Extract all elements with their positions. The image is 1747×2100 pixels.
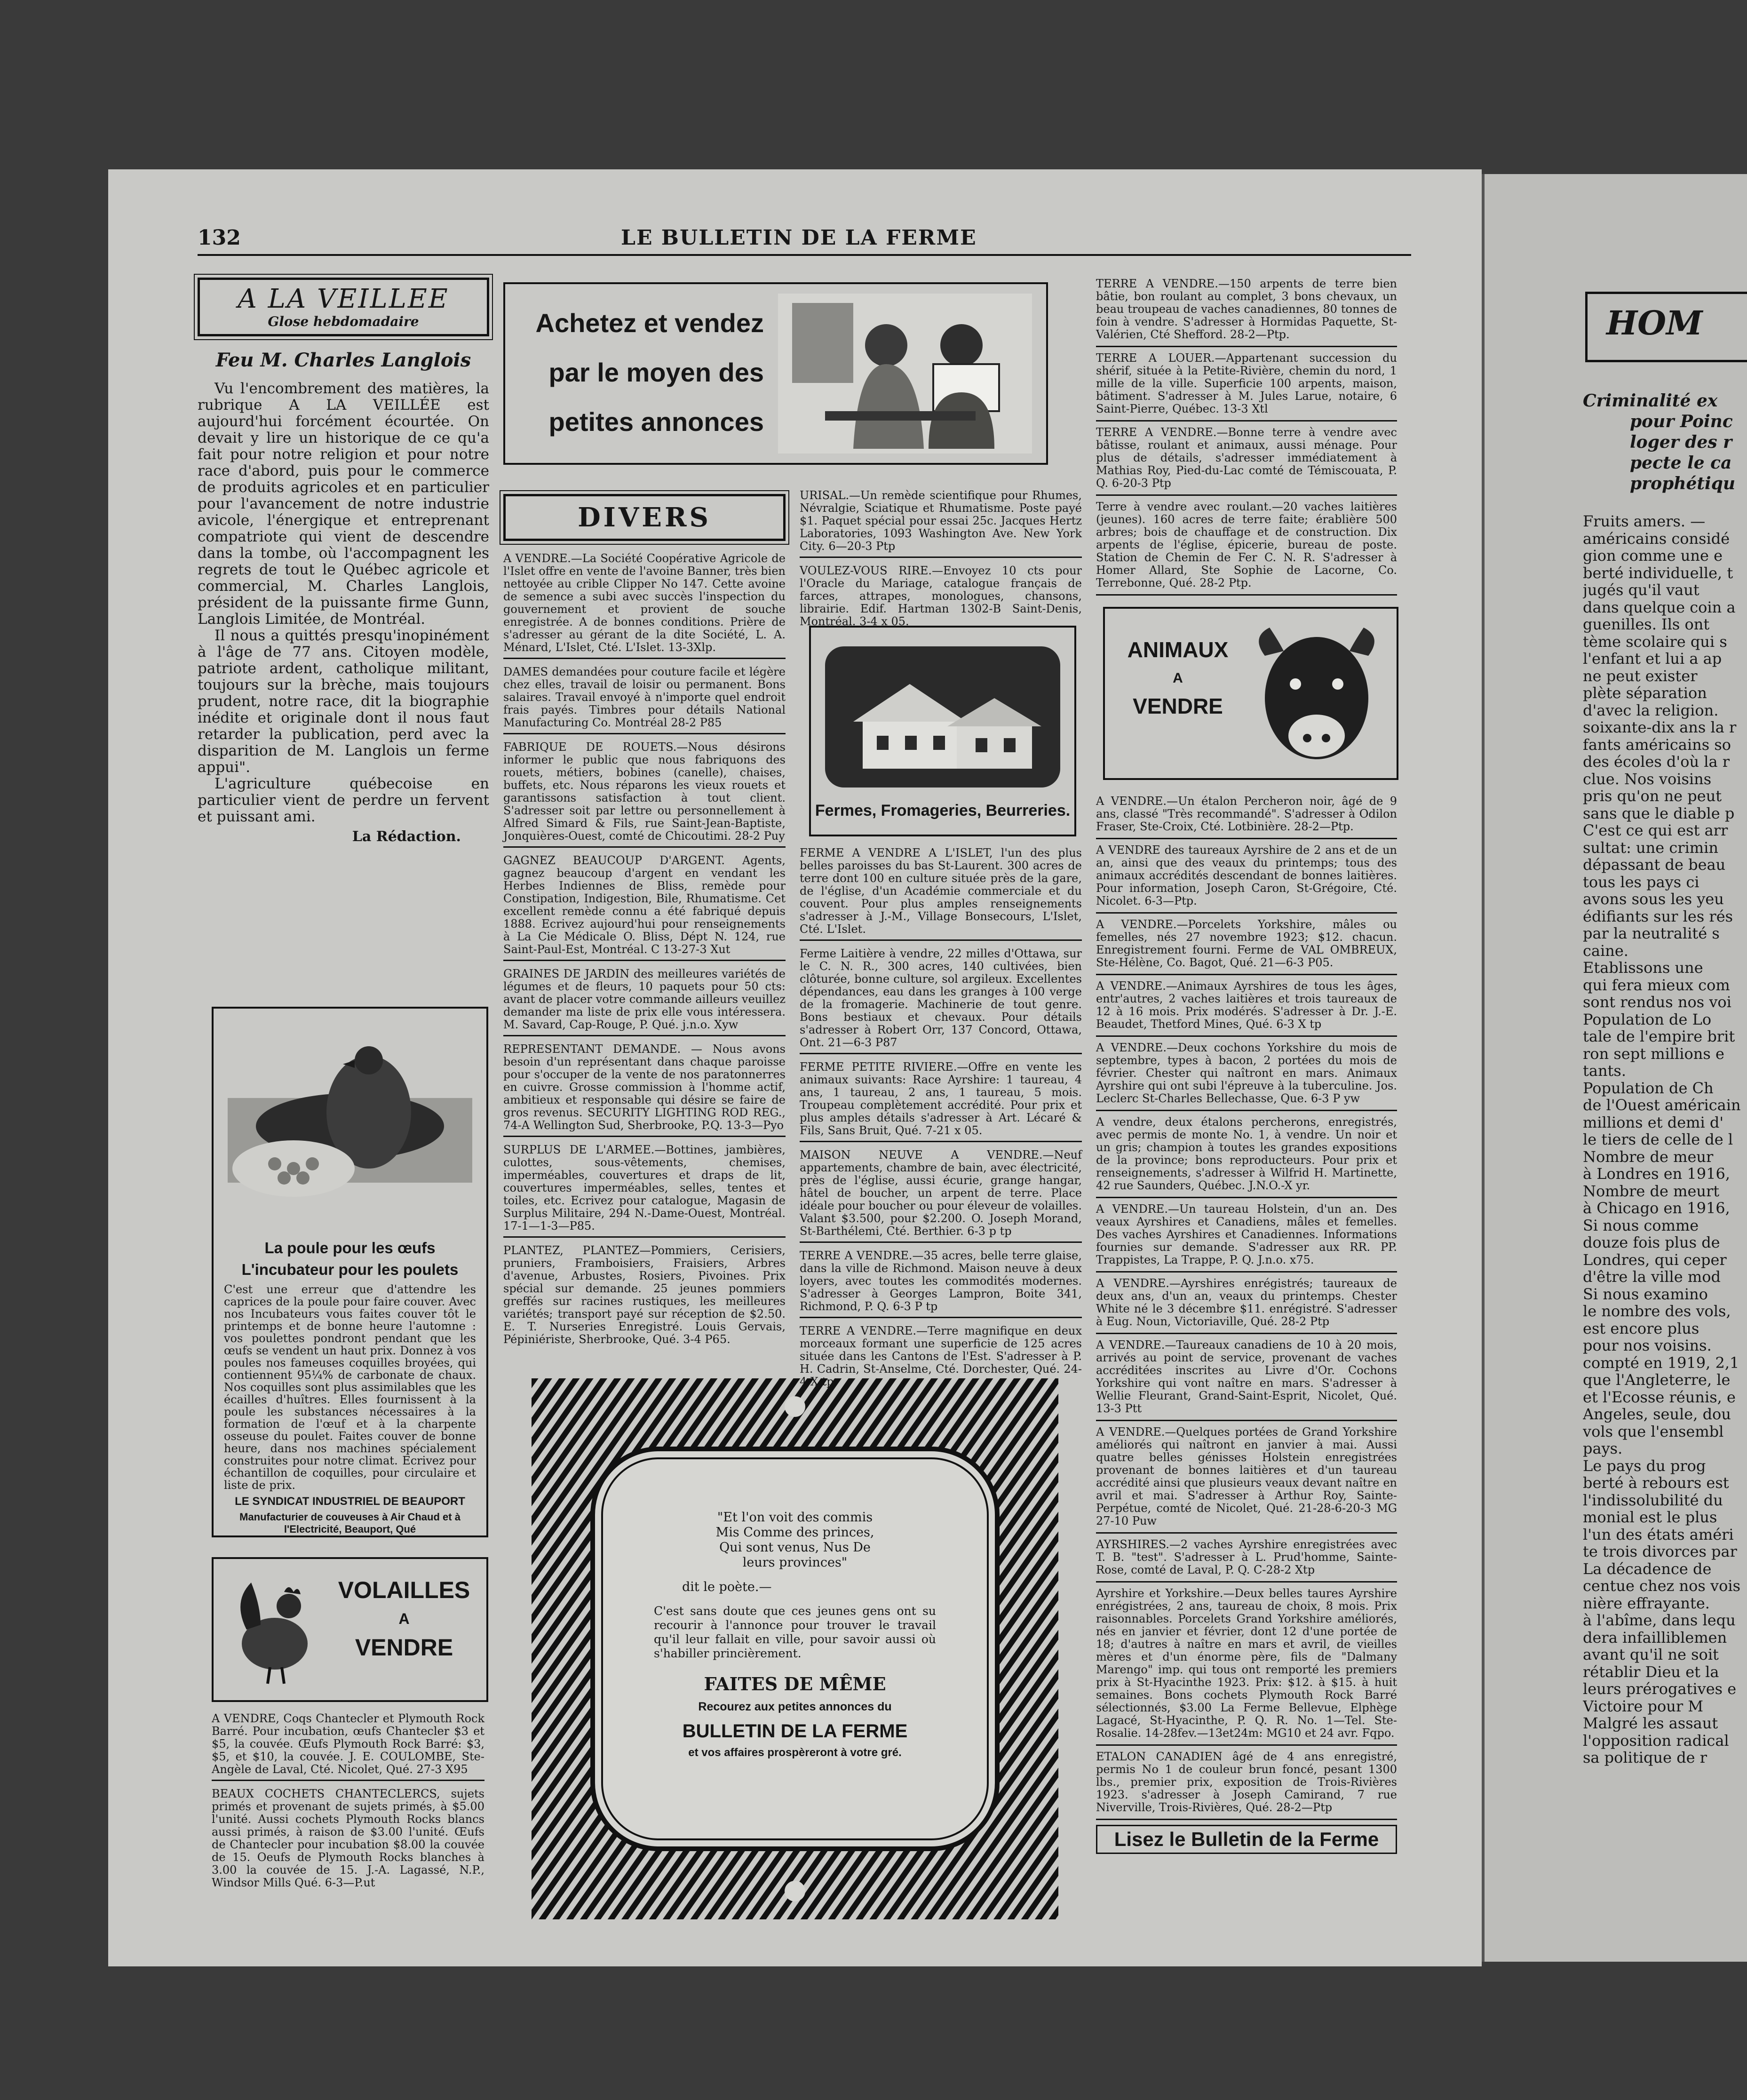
- veillee-heading-box: [198, 278, 489, 336]
- animaux-line-1: ANIMAUX: [1127, 637, 1229, 662]
- right-classifieds-2: [1096, 795, 1397, 1854]
- subheading-line: loger des r: [1630, 432, 1732, 452]
- facing-page-line: et l'Ecosse réunis, e: [1583, 1388, 1736, 1406]
- classified-item: A VENDRE.—Animaux Ayrshires de tous les âges, entr'autres, 2 vaches laitières et trois taureaux de 12 à 16 mois. Prix modérés. S'adresser à Dr. J.-E. Beaudet, Thetford Mines, Qué. 6-3 X tp: [1096, 980, 1397, 1037]
- facing-page-line: avons sous les yeu: [1583, 890, 1724, 908]
- classified-item: A VENDRE.—Deux cochons Yorkshire du mois de septembre, types à bacon, 2 portées du mois de février. Chester qui naîtront en mars. Animaux Ayrshire qui ont subi l'épreuve à la tuberculine. Jos. Leclerc St-Charles Bellechasse, Que. 6-3 P yw: [1096, 1042, 1397, 1111]
- facing-page-line: Etablissons une: [1583, 959, 1703, 977]
- classified-item: GRAINES DE JARDIN des meilleures variétés de légumes et de fleurs, 10 paquets pour 50 cts: avant de placer votre commande ailleurs veuillez demander ma liste de prix elle vous intéressera. M. Savard, Cap-Rouge, P. Qué. j.n.o. Xyw: [503, 968, 786, 1036]
- divers-column: [503, 494, 786, 1352]
- commis-closing: et vos affaires prospèreront à votre gré.: [688, 1746, 902, 1759]
- subheading-line: Criminalité ex: [1583, 391, 1718, 411]
- facing-page-line: le tiers de celle de l: [1583, 1130, 1733, 1148]
- veillee-paragraph-2: Il nous a quittés presqu'inopinément à l'âge de 77 ans. Citoyen modèle, patriote ardent, catholique militant, toujours sur la brèche, mais toujours prudent, notre race, dit la biographie inédite et originale dont il nous faut retarder la publication, perd avec la disparition de M. Langlois un ferme appui".: [198, 627, 489, 776]
- facing-page-line: qui fera mieux com: [1583, 976, 1730, 994]
- facing-page-body: [1583, 513, 1747, 1766]
- facing-page-line: berté à rebours est: [1583, 1474, 1729, 1492]
- commis-body: C'est sans doute que ces jeunes gens ont su recourir à l'annonce pour trouver le travail qu'il leur fallait en ville, pour savoir aussi où s'habiller princièrement.: [654, 1604, 936, 1660]
- facing-page-line: tous les pays ci: [1583, 873, 1699, 891]
- facing-page-line: soixante-dix ans la r: [1583, 718, 1737, 736]
- hen-illustration-icon: [228, 1027, 472, 1225]
- facing-page-line: millions et demi d': [1583, 1113, 1724, 1131]
- facing-page-line: C'est ce qui est arr: [1583, 821, 1728, 839]
- facing-page-line: douze fois plus de: [1583, 1233, 1720, 1251]
- classified-item: A VENDRE.—Quelques portées de Grand Yorkshire améliorés qui naîtront en janvier à mai. Aussi quatre belles génisses Holstein enregistrées provenant de bonnes laitières et d'un taureau accrédité ainsi que plusieurs veaux devant naître en avril et mai. S'adresser à Arthur Roy, Sainte-Perpétue, comté de Nicolet, Qué. 21-28-6-20-3 MG 27-10 Puw: [1096, 1426, 1397, 1534]
- volailles-ad: [212, 1557, 488, 1702]
- facing-page-line: leurs prérogatives e: [1583, 1680, 1737, 1698]
- facing-page-line: clue. Nos voisins: [1583, 770, 1712, 788]
- facing-page-line: de l'Ouest américain: [1583, 1096, 1741, 1114]
- facing-page-line: des écoles d'où la r: [1583, 753, 1730, 771]
- veillee-paragraph-1: Vu l'encombrement des matières, la rubrique A LA VEILLÉE est aujourd'hui forcément écourtée. On devait y lire un historique de ce qu'a fait pour notre religion et pour notre race d'abord, puis pour le commerce de produits agricoles et en particulier pour l'avancement de notre industrie avicole, l'énergique et entreprenant compatriote qui vient de descendre dans la tombe, où l'accompagnent les regrets de tout le Québec agricole et commercial, M. Charles Langlois, président de la puissante firme Gunn, Langlois Limitée, de Montréal.: [198, 380, 489, 628]
- poule-footer: Manufacturier de couveuses à Air Chaud et à l'Electricité, Beauport, Qué: [239, 1511, 461, 1535]
- facing-page-line: vols que l'ensembl: [1583, 1422, 1724, 1440]
- facing-page-line: monial est le plus: [1583, 1508, 1717, 1526]
- facing-page-line: fants américains so: [1583, 735, 1731, 754]
- facing-page-line: ron sept millions e: [1583, 1044, 1724, 1063]
- page-title: LE BULLETIN DE LA FERME: [621, 226, 977, 250]
- classified-item: MAISON NEUVE A VENDRE.—Neuf appartements, chambre de bain, avec électricité, près de l'église, aussi écurie, grange hangar, hâtel de boucher, un arpent de terre. Place idéale pour boucher ou pour éleveur de volailles. Valant $3.500, pour $2.200. O. Joseph Morand, St-Barthélemi, Cté. Berthier. 6-3 p tp: [800, 1149, 1082, 1243]
- classified-item: A VENDRE.—Ayrshires enrégistrés; taureaux de deux ans, d'un an, veaux du printemps. Chester White né le 3 décembre $11. enrégistré. S'adresser à Eug. Noun, Victoriaville, Qué. 28-2 Ptp: [1096, 1277, 1397, 1334]
- left-classifieds: [212, 1712, 484, 1896]
- commis-quote: "Et l'on voit des commis Mis Comme des princes, Qui sont venus, Nus De leurs provinces": [715, 1510, 874, 1570]
- poule-title-2: L'incubateur pour les poulets: [241, 1261, 459, 1278]
- facing-page-line: caine.: [1583, 941, 1628, 960]
- middle-classifieds: [800, 489, 1082, 635]
- facing-page-line: guenilles. Ils ont: [1583, 615, 1710, 633]
- facing-page-line: Victoire pour M: [1583, 1697, 1704, 1715]
- facing-page-line: Si nous comme: [1583, 1216, 1699, 1234]
- veillee-paragraph-3: L'agriculture québecoise en particulier vient de perdre un fervent et puissant ami.: [198, 775, 489, 825]
- classified-item: A VENDRE, Coqs Chantecler et Plymouth Rock Barré. Pour incubation, œufs Chantecler $3 et $5, la couvée. Œufs Plymouth Rock Barré: $3, $5, et $10, la couvée. J. E. COULOMBE, Ste-Angèle de Laval, Cté. Nicolet, Qué. 27-3 X95: [212, 1712, 484, 1781]
- farmhouse-illustration-icon: [825, 646, 1060, 788]
- facing-page-line: avant qu'il ne soit: [1583, 1646, 1719, 1663]
- facing-page-line: Si nous examino: [1583, 1285, 1708, 1303]
- facing-page-line: Nombre de meur: [1583, 1147, 1714, 1166]
- animaux-line-2: A: [1173, 670, 1183, 686]
- rooster-illustration-icon: [228, 1573, 322, 1686]
- facing-page-line: gion comme une e: [1583, 547, 1723, 565]
- commis-recourez: Recourez aux petites annonces du: [698, 1700, 892, 1713]
- facing-page-line: nière effrayante.: [1583, 1594, 1710, 1612]
- veillee-signature: La Rédaction.: [352, 828, 461, 845]
- classified-item: A vendre, deux étalons percherons, enregistrés, avec permis de monte No. 1, à vendre. Un noir et un gris; champion à toutes les grandes expositions de la province; bons reproducteurs. Pour prix et renseignements, s'adresser à Wilfrid H. Martinette, 42 rue Saunders, Québec. J.N.O.-X yr.: [1096, 1116, 1397, 1198]
- middle-classifieds-2: [800, 847, 1082, 1395]
- bull-head-illustration-icon: [1246, 618, 1387, 769]
- veillee-title: A LA VEILLEE: [238, 284, 449, 314]
- facing-page-line: tème scolaire qui s: [1583, 632, 1727, 651]
- facing-page-line: compté en 1919, 2,1: [1583, 1353, 1739, 1372]
- classified-item: Ayrshire et Yorkshire.—Deux belles taures Ayrshire enrégistrées, 2 ans, taureau de choix, 8 mois. Prix raisonnables. Porcelets Grand Yorkshire améliorés, nés en janvier et février, dont 12 d'une portée de 18; d'autres à naître en mars et avril, de vieilles mères et d'un énorme père, fils de "Dalmany Marengo" imp. qui tous ont remporté les premiers prix à St-Hyacinthe 1923. Prix: $12. à $15. à huit semaines. Bons cochets Plymouth Rock Barré sélectionnés, $3.00 La Ferme Bellevue, Elphège Lagacé, St-Hyacinthe, P. Q. R. No. 1—Tel. Ste-Rosalie. 14-28fev.—13et24m: MG10 et 24 avr. Fqpo.: [1096, 1587, 1397, 1746]
- facing-page-line: l'indissolubilité du: [1583, 1491, 1723, 1509]
- classified-item: ETALON CANADIEN âgé de 4 ans enregistré, permis No 1 de couleur brun foncé, pesant 1300 lbs., premier prix, exposition de Trois-Rivières 1923. s'adresser à Joseph Camirand, 7 rue Niverville, Trois-Rivières, Qué. 28-2—Ptp: [1096, 1750, 1397, 1820]
- facing-page-line: rétablir Dieu et la: [1583, 1662, 1719, 1681]
- classified-item: A VENDRE.—La Société Coopérative Agricole de l'Islet offre en vente de l'avoine Banner, très bien nettoyée au crible Clipper No 147. Cette avoine de semence a subi avec succès l'inspection du gouvernement et provient de souche enregistrée. A de bonnes conditions. Prière de s'adresser au gérant de la dite Société, L. A. Ménard, L'Islet, Cté. L'Islet. 13-3Xlp.: [503, 552, 786, 659]
- lisez-banner: Lisez le Bulletin de la Ferme: [1096, 1825, 1397, 1854]
- facing-page-line: tale de l'empire brit: [1583, 1027, 1735, 1045]
- classified-item: A VENDRE.—Un taureau Holstein, d'un an. Des veaux Ayrshires et Canadiens, mâles et femelles. Des vaches Ayrshires et Canadiennes. Informations fournies sur demande. S'adresser aux RR. PP. Trappistes, La Trappe, P. Q. J.n.o. x75.: [1096, 1203, 1397, 1273]
- page-header: [198, 226, 1411, 254]
- classified-item: GAGNEZ BEAUCOUP D'ARGENT. Agents, gagnez beaucoup d'argent en vendant les Herbes Indiennes de Bliss, remède pour Constipation, Indigestion, Bile, Rhumatisme. Cet excellent remède connu a été fabriqué depuis 1888. Ecrivez aujourd'hui pour renseignements à La Cie Médicale O. Bliss, Dépt N. 124, rue Saint-Paul-Est, Montréal. C 13-27-3 Xut: [503, 854, 786, 961]
- facing-page-line: Nombre de meurt: [1583, 1182, 1720, 1200]
- classified-item: PLANTEZ, PLANTEZ—Pommiers, Cerisiers, pruniers, Framboisiers, Fraisiers, Arbres d'avenue, Arbustes, Rosiers, Pivoines. Prix spécial sur demande. 25 jeunes pommiers greffés sur racines rustiques, les meilleures variétés; transport payé sur réception de $2.50. E. T. Nurseries Enregistré. Louis Gervais, Pépiniériste, Sherbrooke, Qué. 3-4 P65.: [503, 1244, 786, 1346]
- classified-item: TERRE A VENDRE.—Terre magnifique en deux morceaux formant une superficie de 125 acres située dans les Cantons de l'Est. S'adresser à P. H. Cadrin, St-Anselme, Cté. Dorchester, Qué. 24-: [800, 1324, 1082, 1376]
- commis-bulletin: BULLETIN DE LA FERME: [682, 1721, 908, 1742]
- page-number: 132: [198, 226, 241, 250]
- classified-item: TERRE A VENDRE.—150 arpents de terre bien bâtie, bon roulant au complet, 3 bons chevaux, un beau troupeau de vaches canadiennes, 80 tonnes de foin à vendre. S'adresser à Hormidas Paquette, St-Valérien, Cté Shefford. 28-2—Ptp.: [1096, 278, 1397, 347]
- poule-company: LE SYNDICAT INDUSTRIEL DE BEAUPORT: [235, 1495, 465, 1508]
- facing-page-line: Londres, qui ceper: [1583, 1250, 1727, 1269]
- achetez-line-1: Achetez et vendez: [535, 308, 764, 338]
- classified-item: URISAL.—Un remède scientifique pour Rhumes, Névralgie, Sciatique et Rhumatisme. Poste payé $1. Paquet spécial pour essai 25c. Jacques Hertz Laboratories, 1093 Washington Ave. New York City. 6—20-3 Ptp: [800, 489, 1082, 558]
- facing-page-line: La décadence de: [1583, 1559, 1712, 1578]
- facing-page-line: Malgré les assaut: [1583, 1714, 1718, 1732]
- facing-page-line: pour nos voisins.: [1583, 1336, 1712, 1354]
- facing-page-text: [1583, 390, 1747, 1943]
- facing-page-line: édifiants sur les rés: [1583, 907, 1733, 925]
- classified-item: FERME A VENDRE A L'ISLET, l'un des plus belles paroisses du bas St-Laurent. 300 acres de terre dont 100 en culture située près de la gare, de l'église, d'un Académie commerciale et du couvent. Pour plus amples renseignements s'adresser à J.-M., Village Bonsecours, L'Islet, Cté. L'Islet.: [800, 847, 1082, 941]
- classified-item: A VENDRE.—Porcelets Yorkshire, mâles ou femelles, nés 27 novembre 1923; $12. chacun. Enregistrement fourni. Ferme de VAL OMBREUX, Ste-Hélène, Co. Bagot, Qué. 21—6-3 P05.: [1096, 918, 1397, 975]
- classified-item: FABRIQUE DE ROUETS.—Nous désirons informer le public que nous fabriquons des rouets, métiers, bobines (canelle), chaises, buffets, etc. Nous réparons les vieux rouets et garantissons satisfaction à tout client. S'adresser soit par lettre ou personnellement à Alfred Simard & Fils, rue Saint-Jean-Baptiste, Jonquières-Ouest, comté de Chicoutimi. 28-2 Puy: [503, 741, 786, 848]
- facing-page-line: que l'Angleterre, le: [1583, 1371, 1731, 1389]
- facing-page-line: dera infailliblemen: [1583, 1628, 1727, 1647]
- classified-item: A VENDRE.—Taureaux canadiens de 10 à 20 mois, arrivés au point de service, provenant de vaches accréditées inscrites au Livre d'Or. Cochons Yorkshire qui vont naître en mars. S'adresser à Wellie Fleurant, Grand-Saint-Esprit, Nicolet, Qué. 13-3 Ptt: [1096, 1339, 1397, 1421]
- volailles-line-1: VOLAILLES: [338, 1577, 470, 1603]
- facing-page-subheading: [1583, 390, 1747, 494]
- facing-page-line: Angeles, seule, dou: [1583, 1405, 1731, 1423]
- facing-page-line: pays.: [1583, 1440, 1623, 1457]
- incubator-ad: [212, 1007, 488, 1537]
- facing-page-line: est encore plus: [1583, 1319, 1699, 1337]
- veillee-headline: Feu M. Charles Langlois: [215, 349, 471, 371]
- facing-page-line: Le pays du prog: [1583, 1456, 1706, 1475]
- facing-page-line: par la neutralité s: [1583, 924, 1720, 942]
- facing-page-line: américains considé: [1583, 529, 1730, 548]
- facing-page-line: plète séparation: [1583, 684, 1707, 702]
- facing-page-line: tants.: [1583, 1062, 1626, 1080]
- classified-item: AYRSHIRES.—2 vaches Ayrshire enregistrées avec T. B. "test". S'adresser à L. Prud'homme, Sainte-Rose, comté de Laval, P. Q. C-28-2 Xtp: [1096, 1538, 1397, 1583]
- subheading-line: pecte le ca: [1630, 453, 1732, 473]
- classified-item: VOULEZ-VOUS RIRE.—Envoyez 10 cts pour l'Oracle du Mariage, catalogue français de farces, attrapes, monologues, chansons, librairie. Edif. Hartman 1302-B Saint-Denis, Montréal. 3-4 x 05.: [800, 564, 1082, 628]
- facing-page-line: ne peut exister: [1583, 667, 1698, 685]
- facing-page-line: à Chicago en 1916,: [1583, 1199, 1730, 1217]
- facing-page-line: l'opposition radical: [1583, 1731, 1729, 1750]
- achetez-line-2: par le moyen des: [548, 358, 764, 387]
- facing-page-line: berté individuelle, t: [1583, 564, 1733, 582]
- classified-item: A VENDRE.—Un étalon Percheron noir, âgé de 9 ans, classé "Très recommandé". S'adresser à Odilon Fraser, Ste-Croix, Cté. Lotbinière. 28-2—Ptp.: [1096, 795, 1397, 839]
- classified-item: REPRESENTANT DEMANDE. — Nous avons besoin d'un représentant dans chaque paroisse pour s'occuper de la vente de nos paratonnerres en cuivre. Grosse commission à l'homme actif, ambitieux et responsable qui désire se faire de gros revenus. SECURITY LIGHTING ROD REG., 74-A Wellington Sud, Sherbrooke, P.Q. 13-3—Pyo: [503, 1043, 786, 1137]
- facing-page-line: pris qu'on ne peut: [1583, 787, 1722, 805]
- facing-page-line: sultat: une crimin: [1583, 838, 1718, 857]
- facing-page-line: jugés qu'il vaut: [1583, 581, 1699, 599]
- commis-faites: FAITES DE MÊME: [704, 1673, 886, 1694]
- veillee-column: [198, 278, 489, 844]
- animaux-line-3: VENDRE: [1133, 694, 1223, 718]
- couple-reading-illustration-icon: [778, 294, 1032, 453]
- classified-item: DAMES demandées pour couture facile et légère chez elles, travail de loisir ou permanent. Bons salaires. Travail envoyé à n'importe quel endroit frais payés. Timbres pour détails National Manufacturing Co. Montréal 28-2 P85: [503, 666, 786, 734]
- classified-item: TERRE A VENDRE.—35 acres, belle terre glaise, dans la ville de Richmond. Maison neuve à deux loyers, avec toutes les commodités modernes. S'adresser à Georges Lampron, Boite 341, Richmond, P. Q. 6-3 P tp: [800, 1249, 1082, 1318]
- classified-item: FERME PETITE RIVIERE.—Offre en vente les animaux suivants: Race Ayrshire: 1 taureau, 4 ans, 1 taureau, 2 ans, 1 taureau, 5 mois. Troupeau complètement accrédité. Pour prix et plus amples détails s'adresser à Art. Lécaré & Fils, Sans Bruit, Qué. 7-21 x 05.: [800, 1061, 1082, 1142]
- facing-page-line: Population de Ch: [1583, 1079, 1714, 1097]
- facing-page-line: à Londres en 1916,: [1583, 1165, 1731, 1183]
- achetez-ad: [503, 282, 1048, 465]
- facing-page-line: Fruits amers. —: [1583, 512, 1706, 530]
- commis-ad: [532, 1378, 1058, 1919]
- subheading-line: pour Poinc: [1630, 412, 1733, 431]
- right-classifieds: [1096, 278, 1397, 600]
- volailles-line-2: A: [398, 1610, 410, 1627]
- facing-page-line: dépassant de beau: [1583, 856, 1726, 874]
- facing-page-line: l'un des états améri: [1583, 1525, 1734, 1543]
- facing-page-heading: HOM: [1606, 303, 1703, 342]
- facing-page-line: le nombre des vols,: [1583, 1302, 1731, 1320]
- poule-body: C'est une erreur que d'attendre les caprices de la poule pour faire couver. Avec nos Incubateurs vous faites couver tôt le printemps et de bonne heure l'automne : vos poulettes pondront pendant que les œufs se vendent un haut prix. Donnez à vos poules nos fameuses coquilles broyées, qui contiennent 95¼% de carbonate de chaux. Nos coquilles sont plus assimilables que les écailles d'huîtres. Elles fournissent à la poule les substances nécessaires à la formation de l'œuf et à la charpente osseuse du poulet. Faites couver de bonne heure, dans nos machines spécialement construites pour notre climat. Ecrivez pour échantillon de coquilles, pour circulaire et liste de prix.: [224, 1283, 476, 1492]
- classified-item: TERRE A LOUER.—Appartenant succession du shérif, située à la Petite-Rivière, chemin du nord, 1 mille de la ville. Superficie 100 arpents, maison, bâtiment. S'adresser à M. Jules Larue, notaire, 6 Saint-Pierre, Québec. 13-3 Xtl: [1096, 352, 1397, 422]
- subheading-line: prophétiqu: [1630, 474, 1736, 493]
- classified-item: TERRE A VENDRE.—Bonne terre à vendre avec bâtisse, roulant et animaux, aussi ménage. Pour plus de détails, s'adresser immédiatement à Mathias Roy, Pied-du-Lac comté de Témiscouata, P. Q. 6-20-3 Ptp: [1096, 426, 1397, 496]
- facing-page-line: sans que le diable p: [1583, 804, 1735, 822]
- facing-page-line: centue chez nos vois: [1583, 1577, 1741, 1595]
- classified-item: Terre à vendre avec roulant.—20 vaches laitières (jeunes). 160 acres de terre faite; érablière 500 arbres; bois de chauffage et de construction. Dix arpents de l'église, épicerie, bureau de poste. Station de Chemin de Fer C. N. R. S'adresser à Homer Allard, Ste Sophie de Lacorne, Co. Terrebonne, Qué. 28-2 Ptp.: [1096, 501, 1397, 596]
- veillee-subtitle: Glose hebdomadaire: [268, 314, 419, 329]
- header-rule: [198, 254, 1411, 256]
- divers-title: DIVERS: [503, 494, 786, 541]
- facing-page-line: d'avec la religion.: [1583, 701, 1719, 719]
- facing-page-heading-box: [1585, 292, 1747, 362]
- volailles-line-3: VENDRE: [355, 1634, 453, 1661]
- facing-page-line: sa politique de r: [1583, 1749, 1707, 1766]
- commis-poet: dit le poète.—: [682, 1580, 772, 1594]
- classified-item: Ferme Laitière à vendre, 22 milles d'Ottawa, sur le C. N. R., 300 acres, 140 cultivées, bien clôturée, bonne culture, sol argileux. Excellentes dépendances, eau dans les granges à 100 verge de la fromagerie. Machinerie de tout genre. Bons bestiaux et chevaux. Pour détails s'adresser à Robert Orr, 137 Concord, Ottawa, Ont. 21—6-3 P87: [800, 947, 1082, 1054]
- facing-page-line: Population de Lo: [1583, 1010, 1712, 1028]
- facing-page-line: à l'abîme, dans lequ: [1583, 1611, 1736, 1629]
- animaux-ad: [1103, 607, 1398, 780]
- facing-page-line: d'être la ville mod: [1583, 1268, 1721, 1286]
- fermes-ad: [809, 626, 1076, 836]
- facing-page-line: sont rendus nos voi: [1583, 993, 1731, 1011]
- fermes-caption: Fermes, Fromageries, Beurreries.: [815, 802, 1071, 819]
- classified-item: SURPLUS DE L'ARMEE.—Bottines, jambières, culottes, sous-vêtements, chemises, imperméables, couvertures et draps de lit, couvertures imperméables, selles, tentes et toiles, etc. Ecrivez pour catalogue, Magasin de Surplus Militaire, 294 N.-Dame-Ouest, Montréal. 17-1—1-3—P85.: [503, 1144, 786, 1238]
- classified-item: BEAUX COCHETS CHANTECLERCS, sujets primés et provenant de sujets primés, à $5.00 l'unité. Aussi cochets Plymouth Rocks blancs aussi primés, à raison de $3.00 l'unité. Œufs de Chantecler pour incubation $8.00 la couvée de 15. Oeufs de Plymouth Rocks blanches à 3.00 la couvée de 15. J.-A. Lagassé, N.P., Windsor Mills Qué. 6-3—P.ut: [212, 1787, 484, 1889]
- facing-page-line: l'enfant et lui a ap: [1583, 650, 1722, 668]
- classified-item: A VENDRE des taureaux Ayrshire de 2 ans et de un an, ainsi que des veaux du printemps; tous des animaux accrédités descendant de bonnes laitières. Pour information, Joseph Caron, St-Grégoire, Cté. Nicolet. 6-3—Ptp.: [1096, 844, 1397, 914]
- achetez-line-3: petites annonces: [548, 407, 764, 437]
- poule-title-1: La poule pour les œufs: [264, 1239, 436, 1257]
- facing-page-line: dans quelque coin a: [1583, 598, 1736, 616]
- facing-page-line: te trois divorces par: [1583, 1543, 1737, 1560]
